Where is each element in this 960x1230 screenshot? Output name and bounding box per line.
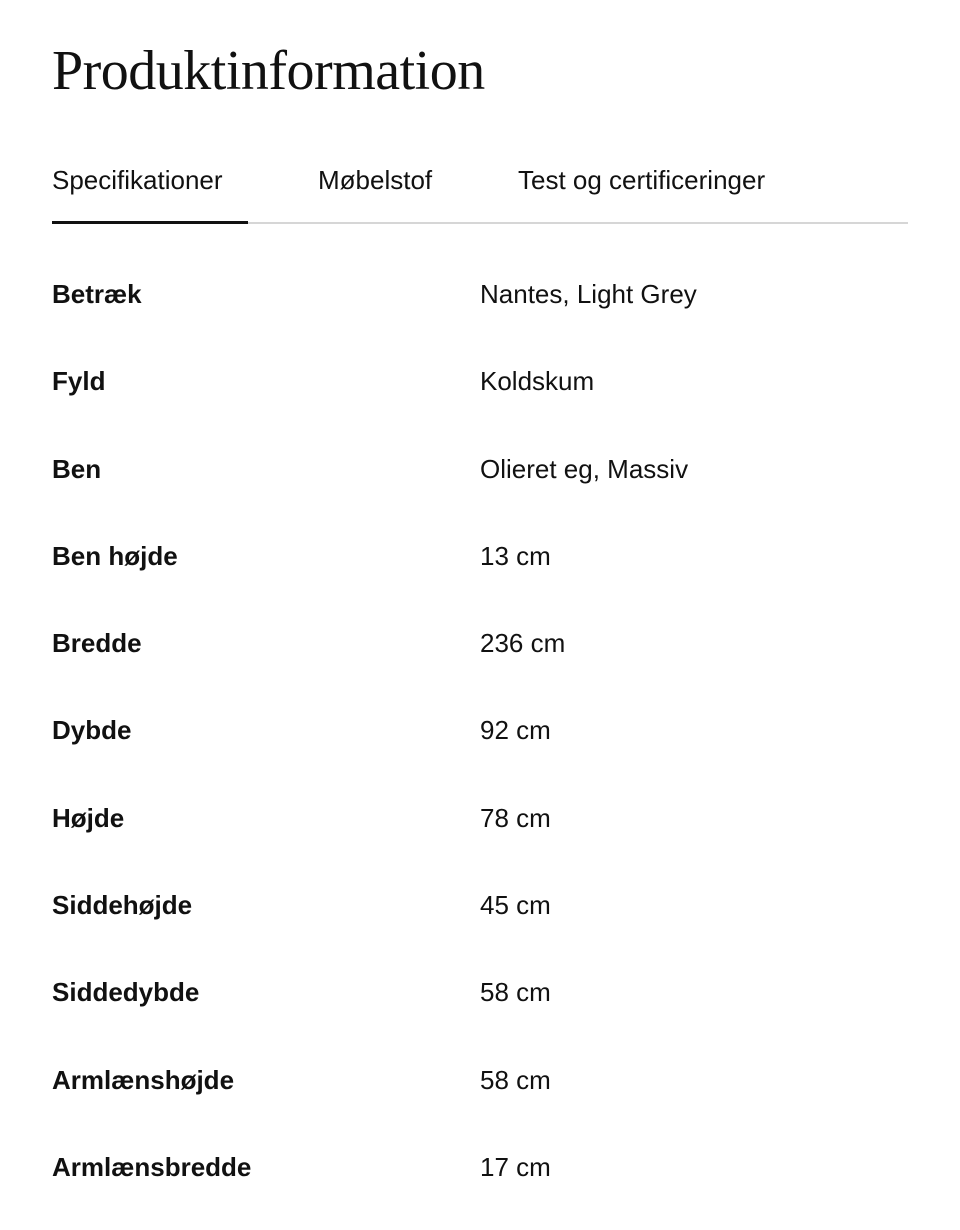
spec-value: 92 cm bbox=[480, 715, 551, 746]
spec-label: Fyld bbox=[52, 366, 106, 397]
spec-row-seat-depth bbox=[52, 948, 908, 1035]
spec-row-width bbox=[52, 599, 908, 686]
spec-row-legs bbox=[52, 425, 908, 512]
tab-upholstery-fabric[interactable]: Møbelstof bbox=[318, 165, 433, 195]
spec-label: Højde bbox=[52, 802, 125, 833]
spec-row-armrest-width bbox=[52, 1123, 908, 1210]
spec-value: 13 cm bbox=[480, 540, 551, 571]
spec-label: Ben højde bbox=[52, 540, 178, 571]
spec-value: Koldskum bbox=[480, 366, 595, 397]
spec-value: Olieret eg, Massiv bbox=[480, 453, 689, 484]
spec-row-height bbox=[52, 774, 908, 861]
spec-label: Ben bbox=[52, 453, 102, 484]
tab-tests-certifications[interactable]: Test og certificeringer bbox=[518, 165, 766, 195]
spec-value: Nantes, Light Grey bbox=[480, 279, 697, 309]
active-tab-indicator bbox=[52, 221, 248, 224]
tab-specifications[interactable]: Specifikationer bbox=[52, 165, 223, 195]
spec-value: 17 cm bbox=[480, 1151, 551, 1182]
spec-row-filling bbox=[52, 337, 908, 424]
spec-label: Siddehøjde bbox=[52, 890, 193, 921]
spec-row-cover bbox=[52, 250, 908, 337]
spec-row-seat-height bbox=[52, 861, 908, 948]
spec-value: 45 cm bbox=[480, 890, 551, 921]
spec-label: Armlænshøjde bbox=[52, 1064, 235, 1095]
spec-row-leg-height bbox=[52, 512, 908, 599]
tab-bar bbox=[52, 150, 908, 224]
page-title: Produktinformation bbox=[52, 40, 485, 102]
spec-value: 78 cm bbox=[480, 802, 551, 833]
spec-value: 58 cm bbox=[480, 1064, 551, 1095]
spec-row-armrest-height bbox=[52, 1036, 908, 1123]
spec-label: Dybde bbox=[52, 715, 132, 746]
spec-value: 58 cm bbox=[480, 977, 551, 1008]
spec-label: Betræk bbox=[52, 279, 142, 309]
spec-label: Siddedybde bbox=[52, 977, 200, 1008]
spec-value: 236 cm bbox=[480, 628, 566, 659]
spec-label: Bredde bbox=[52, 628, 142, 659]
specification-list bbox=[52, 250, 908, 1210]
spec-label: Armlænsbredde bbox=[52, 1151, 252, 1182]
spec-row-depth bbox=[52, 686, 908, 773]
